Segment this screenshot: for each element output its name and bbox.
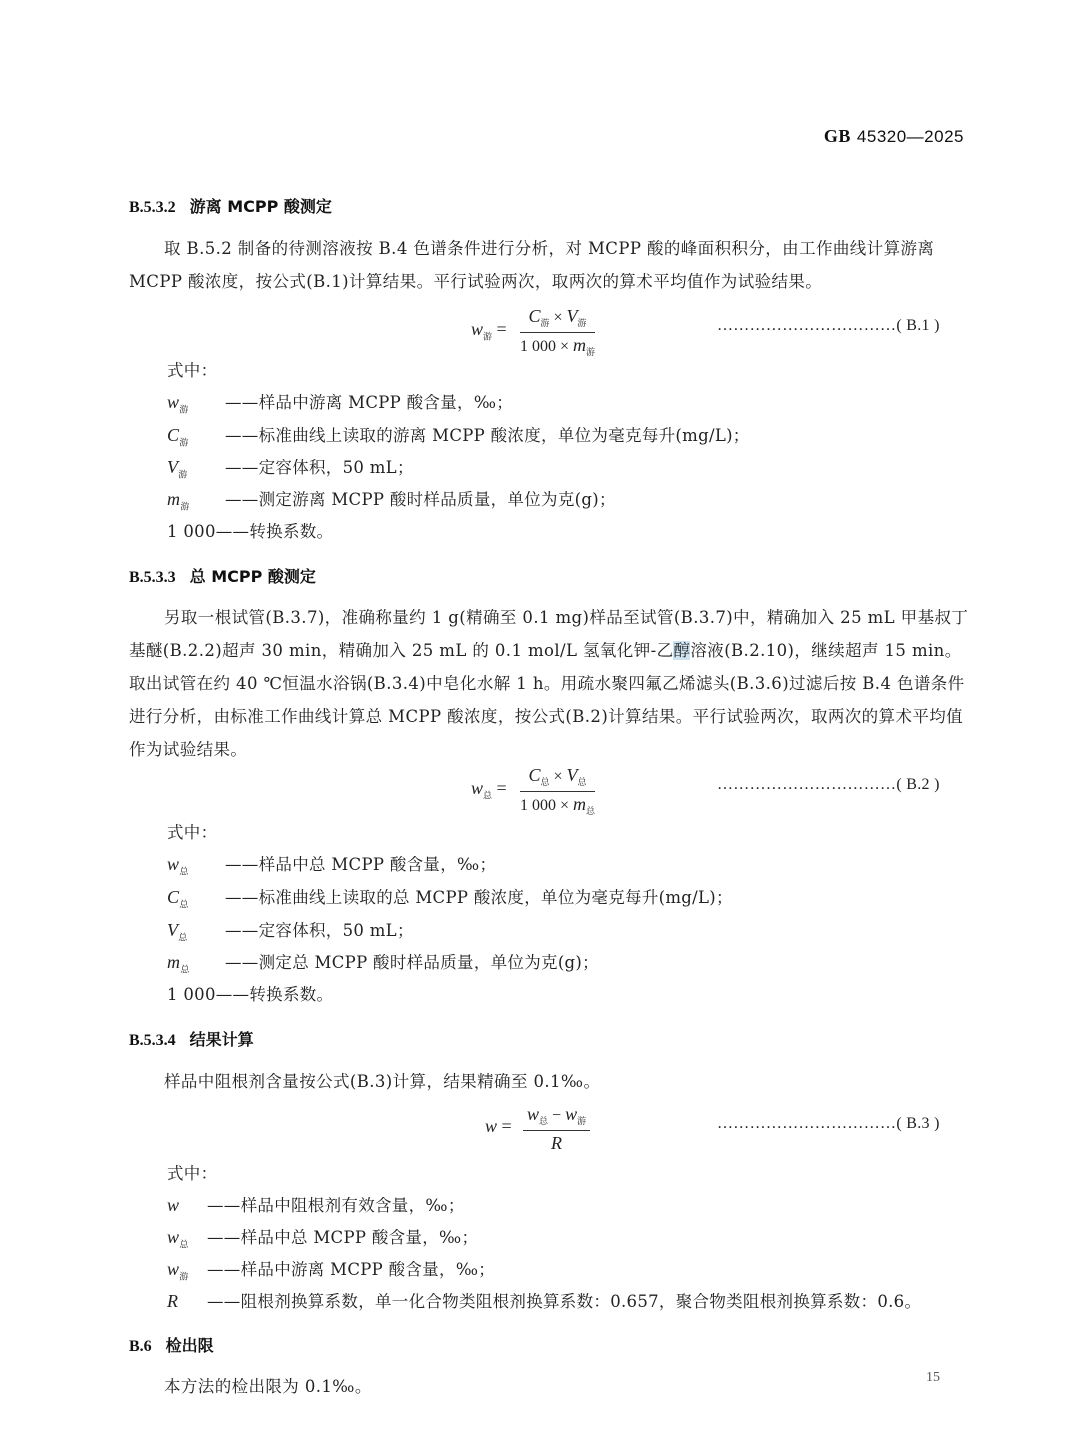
section-heading-b6 <box>129 1333 214 1356</box>
formula-b1 <box>0 306 1080 359</box>
definition-item: $C_游$ ——标准曲线上读取的游离 MCPP 酸浓度，单位为毫克每升(mg/L)； <box>167 425 750 449</box>
definition-item: $w_游$ ——样品中游离 MCPP 酸含量，‰； <box>167 392 514 416</box>
formula-fraction: $C_总 \times V_总$ 1 $000 \times m_总$ <box>520 765 596 818</box>
definition-item: w ——样品中阻根剂有效含量，‰； <box>167 1195 465 1215</box>
section-heading-b534 <box>129 1027 254 1050</box>
definition-item: $w_游$ ——样品中游离 MCPP 酸含量，‰； <box>167 1259 496 1283</box>
definition-item: 1 000——转换系数。 <box>167 985 334 1004</box>
section-number: B.6 <box>129 1338 152 1355</box>
paragraph-b532: 取 B.5.2 制备的待测溶液按 B.4 色谱条件进行分析，对 MCPP 酸的峰面积积分，由工作曲线计算游离 MCPP 酸浓度，按公式(B.1)计算结果。平行试验两次，取两次的算术平均值作为试验结果。 <box>129 239 935 291</box>
formula-lhs: w = <box>485 1116 512 1136</box>
formula-fraction: $C_游 \times V_游$ 1 $000 \times m_游$ <box>520 306 596 359</box>
section-heading-b533 <box>129 564 316 587</box>
formula-lhs: $w_游$ = <box>471 319 507 342</box>
where-label: 式中： <box>167 1164 218 1183</box>
section-heading-b532 <box>129 194 332 217</box>
equation-number: ……………………………( B.2 ) <box>717 776 940 793</box>
section-title: 结果计算 <box>189 1030 254 1049</box>
paragraph-b6: 本方法的检出限为 0.1‰。 <box>164 1377 372 1396</box>
highlighted-char: 醇 <box>673 641 691 660</box>
page-number: 15 <box>926 1370 940 1385</box>
where-label: 式中： <box>167 361 218 380</box>
section-title: 游离 MCPP 酸测定 <box>189 197 332 216</box>
formula-b3 <box>0 1104 1080 1154</box>
standard-code: 45320—2025 <box>856 127 964 146</box>
where-label: 式中： <box>167 823 218 842</box>
paragraph-b533: 另取一根试管(B.3.7)，准确称量约 1 g(精确至 0.1 mg)样品至试管(B.3.7)中，精确加入 25 mL 甲基叔丁基醚(B.2.2)超声 30 min，精确加入 25 mL 的 0.1 mol/L 氢氧化钾-乙醇溶液(B.2.10)，继续超声 15 min。取出试管在约 40 ℃恒温水浴锅(B.3.4)中皂化水解 1 h。用疏水聚四氟乙烯滤头(B.3.6)过滤后按 B.4 色谱条件进行分析，由标准工作曲线计算总 MCPP 酸浓度，按公式(B.2)计算结果。平行试验两次，取两次的算术平均值作为试验结果。 <box>129 608 969 759</box>
formula-fraction: $w_总 - w_游$ R <box>523 1104 590 1154</box>
definition-item: 1 000——转换系数。 <box>167 522 334 541</box>
standard-number <box>824 126 964 147</box>
section-title: 总 MCPP 酸测定 <box>189 567 316 586</box>
definition-item: $w_总$ ——样品中总 MCPP 酸含量，‰； <box>167 854 497 878</box>
definition-item: $V_游$ ——定容体积，50 mL； <box>167 457 414 481</box>
definition-item: $V_总$ ——定容体积，50 mL； <box>167 920 414 944</box>
definition-item: $w_总$ ——样品中总 MCPP 酸含量，‰； <box>167 1227 479 1251</box>
definition-item: R ——阻根剂换算系数，单一化合物类阻根剂换算系数：0.657，聚合物类阻根剂换算系数：0.6。 <box>167 1291 922 1311</box>
section-title: 检出限 <box>165 1336 214 1355</box>
formula-b2 <box>0 765 1080 818</box>
section-number: B.5.3.4 <box>129 1032 176 1049</box>
formula-lhs: $w_总$ = <box>471 778 507 801</box>
standard-prefix: GB <box>823 126 851 146</box>
definition-item: $m_游$ ——测定游离 MCPP 酸时样品质量，单位为克(g)； <box>167 489 616 513</box>
section-number: B.5.3.3 <box>129 569 176 586</box>
paragraph-b534: 样品中阻根剂含量按公式(B.3)计算，结果精确至 0.1‰。 <box>164 1072 601 1091</box>
equation-number: ……………………………( B.1 ) <box>717 317 940 334</box>
section-number: B.5.3.2 <box>129 199 176 216</box>
equation-number: ……………………………( B.3 ) <box>717 1115 940 1132</box>
definition-item: $m_总$ ——测定总 MCPP 酸时样品质量，单位为克(g)； <box>167 952 599 976</box>
definition-item: $C_总$ ——标准曲线上读取的总 MCPP 酸浓度，单位为毫克每升(mg/L)； <box>167 887 733 911</box>
